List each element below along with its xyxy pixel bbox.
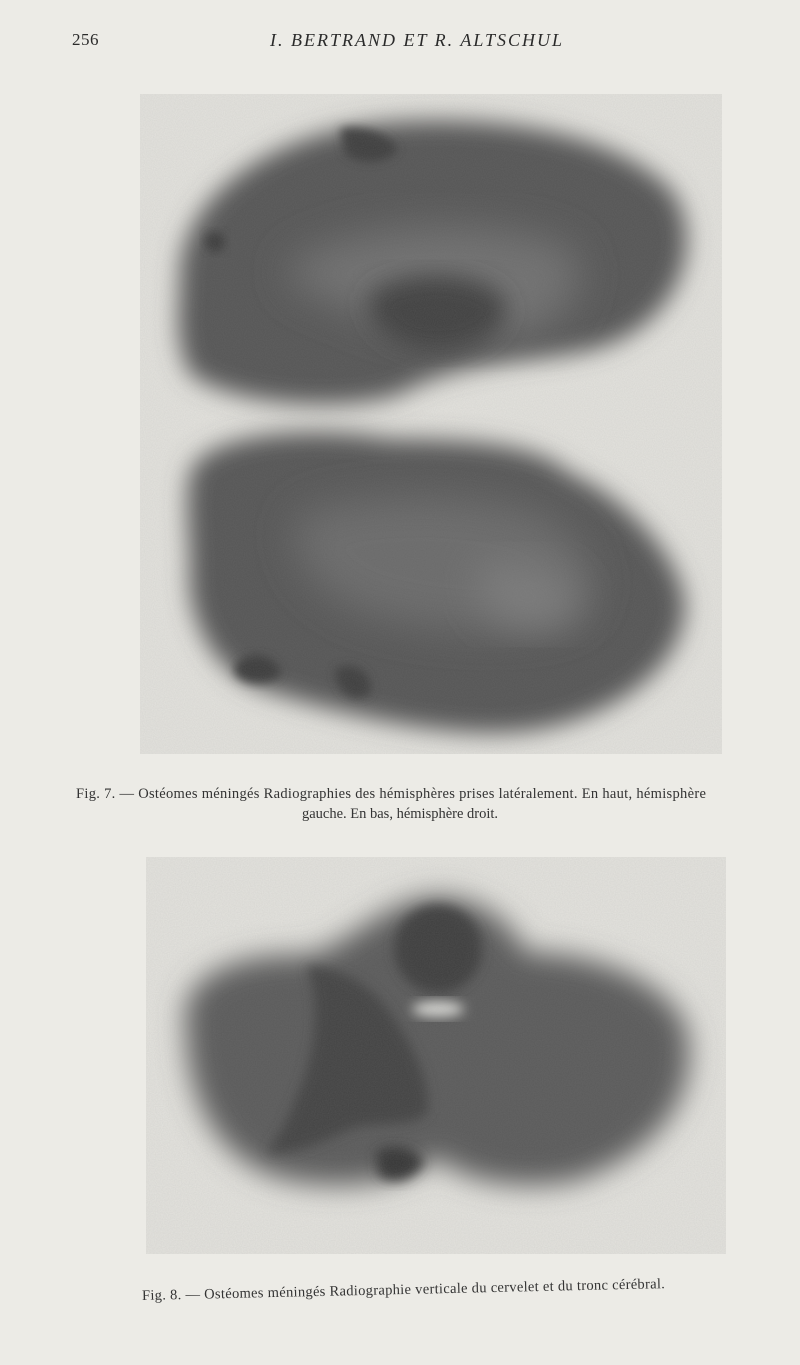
figure-7-caption-line-2: gauche. En bas, hémisphère droit. xyxy=(301,806,499,822)
page-number: 256 xyxy=(72,30,99,49)
running-head xyxy=(0,30,800,56)
figure-7-radiograph xyxy=(140,94,722,754)
radiograph-hemispheres-image xyxy=(140,94,722,754)
running-title: I. BERTRAND ET R. ALTSCHUL xyxy=(270,30,565,50)
figure-8-radiograph xyxy=(146,857,726,1254)
figure-7-caption-line-1: Fig. 7. — Ostéomes méningés Radiographies des hémisphères prises latéralement. En haut, hémisphère xyxy=(76,786,707,802)
figure-8-caption: Fig. 8. — Ostéomes méningés Radiographie verticale du cervelet et du tronc cérébral. xyxy=(141,1276,666,1304)
radiograph-cerebellum-image xyxy=(146,857,726,1254)
